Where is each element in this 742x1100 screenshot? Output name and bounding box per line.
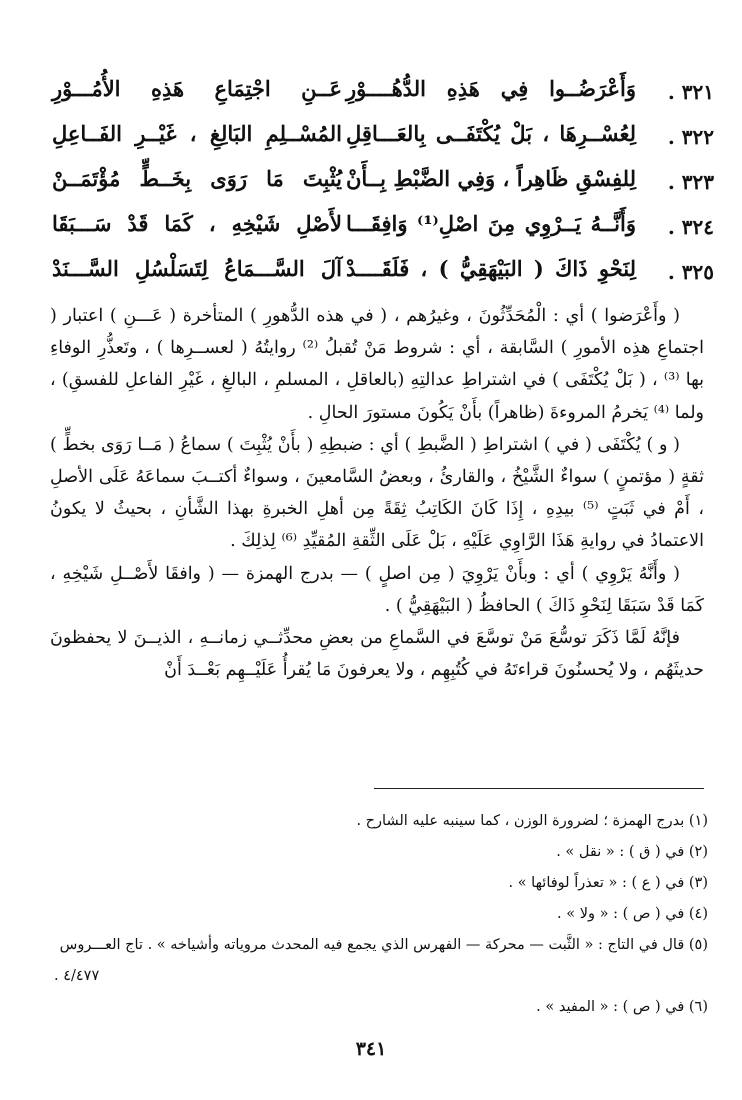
footnote: (٣) في ( ع ) : « تعذراً لوفائها » . (508, 875, 708, 891)
verse-hemistich-second: المُسْــلِمِ البَالِغِ ، غَيْــرِ الفَــاعِلِ (52, 121, 342, 146)
verse-line (52, 121, 714, 166)
verse-hemistich-first: وَأَعْرَضُــوا فِي هَذِهِ الدُّهُــــوْرِ (346, 76, 636, 101)
verse-hemistich-second: عَــنِ اجْتِمَاعِ هَذِهِ الأُمُـــوْرِ (52, 76, 342, 101)
footnote-divider (374, 788, 704, 789)
commentary-paragraph: ( وأَنَّهُ يَرْوِي ) أي : وبأَنْ يَرْوِيَ ( مِن اصلٍ ) — بدرج الهمزة — ( وافقَا لأَصْــلِ شَيْخِهِ ، كَمَا قَدْ سَبَقَا لِنَحْوِ ذَاكَ ) الحافظُ ( البَيْهَقِيُّ ) . (50, 563, 704, 616)
footnote: (٦) في ( ص ) : « المفيد » . (536, 999, 708, 1015)
verse-line (52, 211, 714, 256)
page-number: ٣٤١ (355, 1038, 387, 1060)
verse-line (52, 166, 714, 211)
verse-block (52, 76, 714, 301)
verse-hemistich-second: لأَصْلِ شَيْخِهِ ، كَمَا قَدْ سَـــبَقَا (52, 211, 342, 236)
verse-number: ٣٢٣ . (667, 170, 714, 194)
commentary-text (50, 300, 704, 686)
footnote: (١) بدرج الهمزة ؛ لضرورة الوزن ، كما سينبه عليه الشارح . (356, 813, 708, 829)
verse-line (52, 256, 714, 301)
verse-hemistich-first: لِعُسْــرِهَا ، بَلْ يُكْتَفَــى بِالعَـــاقِلِ (346, 121, 636, 146)
verse-line (52, 76, 714, 121)
verse-number: ٣٢٢ . (667, 125, 714, 149)
footnote: (٢) في ( ق ) : « نقل » . (556, 844, 708, 860)
footnote-continuation: ٤/٤٧٧ . (54, 968, 100, 984)
verse-hemistich-second: يُثْبِتَ مَا رَوَى بِخَــطٍّ مُؤْتَمَــنْ (52, 166, 342, 191)
footnotes (48, 806, 708, 1023)
commentary-paragraph: ( وأَعْرَضوا ) أي : الْمُحَدِّثُونَ ، وغيرُهم ، ( في هذه الدُّهورِ ) المتأخرة ( عَـــنِ ) اعتبار ( اجتماعِ هذِه الأمورِ ) السَّابقة ، أي : شروط مَنْ تُقبلُ ⁽²⁾ روايتُهُ ( لعســرِها ) ، وتَعذُّرِ الوفاءِ بها ⁽³⁾ ، ( بَلْ يُكْتَفَى ) في اشتراطِ عدالتِهِ (بالعاقلِ ، المسلمِ ، البالغِ ، غَيْرِ الفاعلِ للفسقِ) ، ولما ⁽⁴⁾ يَخرمُ المروءةَ (ظاهراً) بأَنْ يَكُونَ مستورَ الحالِ . (50, 306, 705, 423)
verse-hemistich-first: لِلفِسْقِ ظَاهِراً ، وَفِي الضَّبْطِ بِــأَنْ (346, 166, 636, 191)
verse-number: ٣٢٥ . (667, 260, 714, 284)
verse-hemistich-first: وَأَنَّــهُ يَــرْوِي مِنَ اصْلِ⁽¹⁾ وَافِقَـــا (346, 211, 636, 236)
verse-number: ٣٢١ . (667, 80, 714, 104)
commentary-paragraph: ( و ) يُكْتَفَى ( في ) اشتراطِ ( الضَّبطِ ) أي : ضبطِهِ ( بأَنْ يُثْبِتَ ) سماعُ ( مَــا رَوَى بخطٍّ ) ثقةٍ ( مؤتمنٍ ) سواءٌ الشَّيْخُ ، والقارئُ ، وبعضُ السَّامعينَ ، وسواءٌ أكتــبَ سماعَهُ عَلَى الأصلِ ، أَمْ في ثَبَتٍ ⁽⁵⁾ بيدِهِ ، إِذَا كَانَ الكَاتِبُ ثِقَةً مِن أهلِ الخبرةِ بهذا الشَّأنِ ، بحيثُ لا يكونُ الاعتمادُ في روايةِ هَذَا الرَّاوِي عَلَيْهِ ، بَلْ عَلَى الثِّقةِ المُقيِّدِ ⁽⁶⁾ لِذلِكَ . (50, 434, 704, 552)
footnote: (٥) قال في التاج : « الثَّبت — محركة — الفهرس الذي يجمع فيه المحدث مروياته وأشياخه » . تاج العـــروس (59, 937, 708, 953)
footnote: (٤) في ( ص ) : « ولا » . (557, 906, 708, 922)
commentary-paragraph: فإنَّهُ لَمَّا ذَكَرَ توسُّعَ مَنْ توسَّعَ في السَّماعِ من بعضِ محدِّثــي زمانــهِ ، الذيــنَ لا يحفظونَ حديثَهُم ، ولا يُحسنُونَ قراءتَهُ في كُتُبِهِم ، ولا يعرفونَ مَا يُقرأُ عَلَيْــهِم بَعْــدَ أَنْ (50, 628, 704, 681)
verse-hemistich-second: آلَ السَّـــمَاعُ لِتَسَلْسُلِ السَّـــنَدْ (52, 256, 342, 281)
verse-hemistich-first: لِنَحْوِ ذَاكَ ( البَيْهَقِيُّ ) ، فَلَقَــــدْ (346, 256, 636, 281)
verse-number: ٣٢٤ . (667, 215, 714, 239)
